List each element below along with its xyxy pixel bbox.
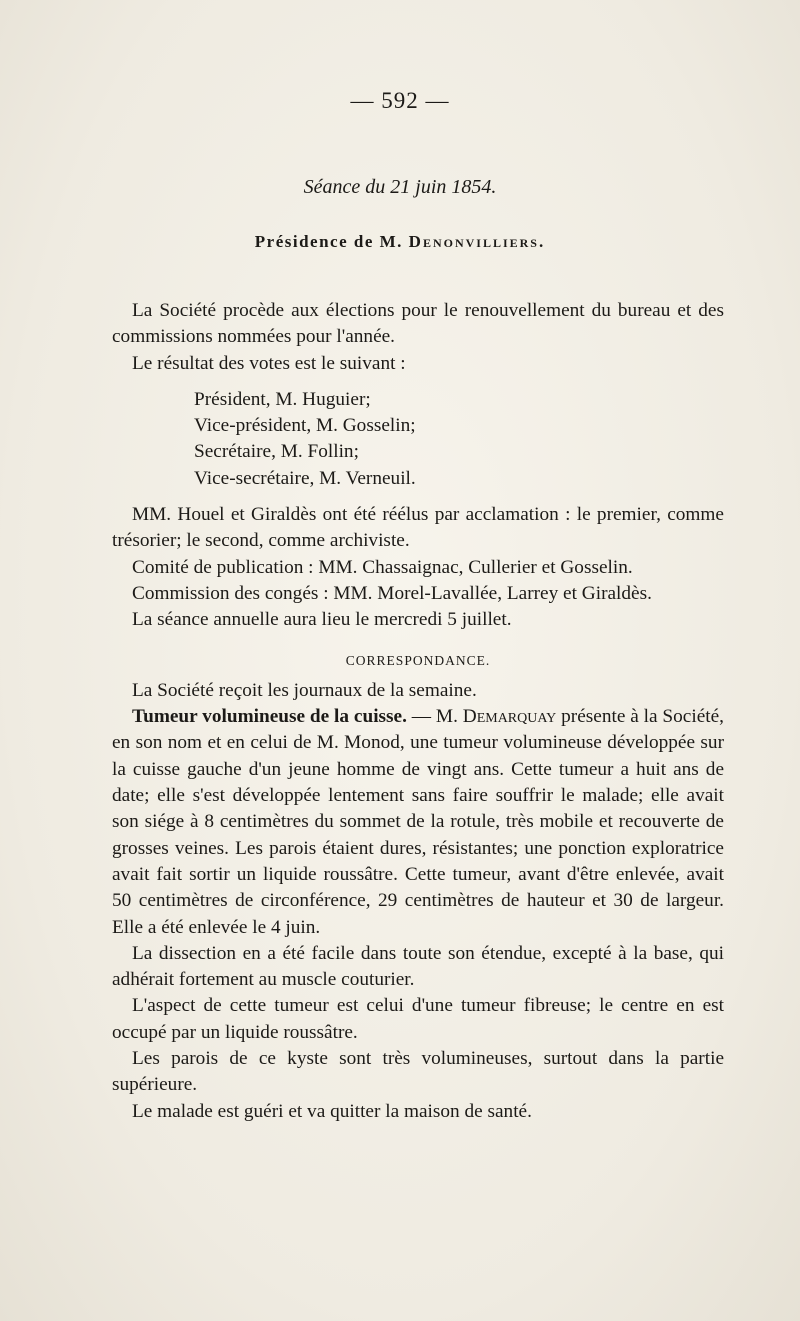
tumeur-title: Tumeur volumineuse de la cuisse. bbox=[132, 706, 407, 728]
tumeur-text: présente à la Société, en son nom et en celui de M. Monod, une tumeur volumineuse développée sur la cuisse gauche d'un jeune homme de vingt ans. Cette tumeur a huit ans de date; elle s'est développée lentement sans faire souffrir le malade; elle avait son siége à 8 centimètres du sommet de la rotule, très mobile et recouverte de grosses veines. Les parois étaient dures, résistantes; une ponction exploratrice avait fait sortir un liquide roussâtre. Cette tumeur, avant d'être enlevée, avait 50 centimètres de circonférence, 29 centimètres de hauteur et 30 de largeur. Elle a été enlevée le 4 juin. bbox=[112, 706, 725, 938]
paragraph-parois: Les parois de ce kyste sont très volumineuses, surtout dans la partie supérieure. bbox=[112, 1048, 724, 1096]
paragraph-conges: Commission des congés : MM. Morel-Lavallée, Larrey et Giraldès. bbox=[132, 582, 652, 604]
correspondance-heading: CORRESPONDANCE. bbox=[345, 652, 491, 668]
officer-president: Président, M. Huguier; bbox=[194, 388, 371, 410]
officer-secretary: Secrétaire, M. Follin; bbox=[194, 441, 359, 463]
officers-list bbox=[194, 387, 724, 492]
presidence-line bbox=[0, 232, 800, 252]
page-number: — 592 — bbox=[350, 88, 450, 113]
body-text bbox=[112, 298, 724, 1125]
paragraph-aspect: L'aspect de cette tumeur est celui d'une tumeur fibreuse; le centre en est occupé par un liquide roussâtre. bbox=[112, 995, 724, 1043]
paragraph-correspondance: La Société reçoit les journaux de la semaine. bbox=[132, 679, 477, 701]
tumeur-author: Demarquay bbox=[462, 706, 557, 728]
officer-vice-secretary: Vice-secrétaire, M. Verneuil. bbox=[194, 467, 416, 489]
officer-vice-president: Vice-président, M. Gosselin; bbox=[194, 415, 416, 437]
presidence-prefix: Présidence de M. bbox=[254, 232, 403, 251]
paragraph-reelected: MM. Houel et Giraldès ont été réélus par acclamation : le premier, comme trésorier; le second, comme archiviste. bbox=[112, 504, 724, 552]
presidence-name: Denonvilliers. bbox=[408, 232, 546, 251]
tumeur-dash: — M. bbox=[406, 706, 463, 728]
seance-title: Séance du 21 juin 1854. bbox=[303, 176, 497, 198]
paragraph-elections: La Société procède aux élections pour le renouvellement du bureau et des commissions nommées pour l'année. bbox=[112, 300, 724, 348]
paragraph-dissection: La dissection en a été facile dans toute son étendue, excepté à la base, qui adhérait fortement au muscle couturier. bbox=[112, 942, 724, 991]
paragraph-annual: La séance annuelle aura lieu le mercredi 5 juillet. bbox=[132, 609, 512, 631]
paragraph-results-intro: Le résultat des votes est le suivant : bbox=[132, 352, 406, 374]
paragraph-tumeur bbox=[112, 704, 724, 941]
paragraph-malade: Le malade est guéri et va quitter la maison de santé. bbox=[132, 1100, 532, 1122]
paragraph-publication: Comité de publication : MM. Chassaignac, Cullerier et Gosselin. bbox=[132, 556, 633, 578]
